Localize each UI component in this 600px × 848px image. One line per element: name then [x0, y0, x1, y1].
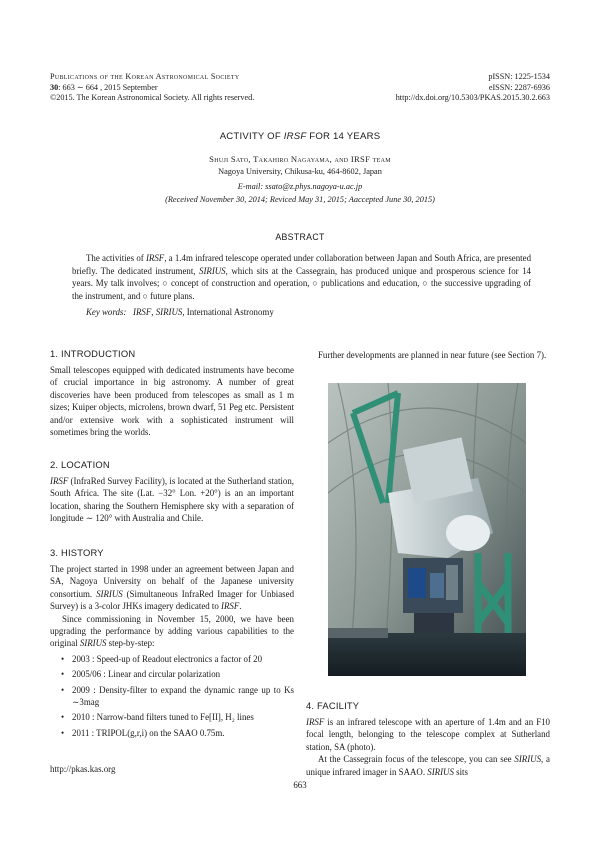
- telescope-photo-graphic: [328, 383, 526, 676]
- received-dates: (Received November 30, 2014; Reviced May 31, 2015; Aaccepted June 30, 2015): [165, 195, 435, 204]
- telescope-photo: [328, 383, 526, 676]
- location-text: IRSF (InfraRed Survey Facility), is located at the Sutherland station, South Africa. The site (Lat. −32° Lon. +20°) is an an important location, sharing the Southern Hemisphere sky with a separation of longitude ∼ 120° with Australia and Chile.: [50, 476, 294, 524]
- history-paragraph-1: The project started in 1998 under an agreement between Japan and SA, Nagoya University on behalf of the Japanese university consortium. SIRIUS (Simultaneous InfraRed Imager for Unbiased Survey) is a 3-color JHKs imagery dedicated to IRSF.: [50, 564, 295, 612]
- facility-text: IRSF is an infrared telescope with an aperture of 1.4m and an F10 focal length, belonging to the telescope complex at Sutherland station, SA (photo). At the Cassegrain focus of the telescope, you can see SIRIUS, a unique infrared imager in SAAO. SIRIUS sits: [306, 717, 550, 777]
- footer-url[interactable]: http://pkas.kas.org: [50, 764, 116, 774]
- further-text: Further developments are planned in near future (see Section 7).: [318, 350, 547, 360]
- list-item: • 2010 : Narrow-band filters tuned to Fe[II], H₂ lines: [58, 711, 294, 723]
- section-heading-introduction: 1. INTRODUCTION: [50, 348, 136, 359]
- affiliation: Nagoya University, Chikusa-ku, 464-8602, Japan: [218, 167, 382, 176]
- abstract-text: The activities of IRSF, a 1.4m infrared telescope operated under collaboration between Japan and South Africa, are presented briefly. The dedicated instrument, SIRIUS, which sits at the Cassegrain, has produced unique and prosperous science for 14 years. My talk involves; ○ concept of construction and operation, ○ publications and education, ○ the successive upgrading of the instrument, and ○ future plans.: [72, 253, 532, 301]
- authors: Shuji Sato, Takahiro Nagayama, and IRSF team: [209, 154, 391, 164]
- introduction-text: Small telescopes equipped with dedicated instruments have become of crucial importance in big astronomy. A number of great discoveries have been produced from telescopes as small as 1 m sizes; Kuiper objects, microlens, brown dwarf, 51 Peg etc. Persistent and/or extensive work with a sophisticated instrument will sometimes bring the worlds.: [50, 365, 294, 438]
- list-item: • 2005/06 : Linear and circular polarization: [58, 668, 294, 680]
- section-heading-location: 2. LOCATION: [50, 459, 110, 470]
- history-text: [50, 563, 294, 742]
- abstract-heading: ABSTRACT: [275, 232, 325, 242]
- list-item: • 2003 : Speed-up of Readout electronics a factor of 20: [58, 653, 294, 665]
- page-number: 663: [293, 780, 307, 790]
- section-heading-history: 3. HISTORY: [50, 547, 104, 558]
- keywords: Key words: IRSF, SIRIUS, International Astronomy: [86, 307, 274, 317]
- history-paragraph-2: Since commissioning in November 15, 2000, we have been upgrading the performance by adding various capabilities to the original SIRIUS step-by-step:: [50, 613, 294, 649]
- journal-name: Publications of the Korean Astronomical Society: [50, 72, 240, 81]
- copyright: ©2015. The Korean Astronomical Society. All rights reserved.: [50, 93, 255, 102]
- volume-line: 30: 663 ∼ 664 , 2015 September: [50, 82, 158, 92]
- paper-title: ACTIVITY OF IRSF FOR 14 YEARS: [219, 131, 381, 142]
- section-heading-facility: 4. FACILITY: [306, 700, 360, 711]
- list-item: • 2009 : Density-filter to expand the dynamic range up to Ks ∼3mag: [58, 684, 294, 709]
- upgrade-list: [58, 653, 294, 739]
- doi-link[interactable]: http://dx.doi.org/10.5303/PKAS.2015.30.2.663: [395, 93, 550, 102]
- eissn: eISSN: 2287-6936: [488, 82, 550, 92]
- pissn: pISSN: 1225-1534: [488, 72, 550, 81]
- list-item: • 2011 : TRIPOL(g,r,i) on the SAAO 0.75m.: [58, 727, 294, 739]
- email: E-mail: ssato@z.phys.nagoya-u.ac.jp: [237, 182, 363, 191]
- issn-block: [290, 72, 550, 104]
